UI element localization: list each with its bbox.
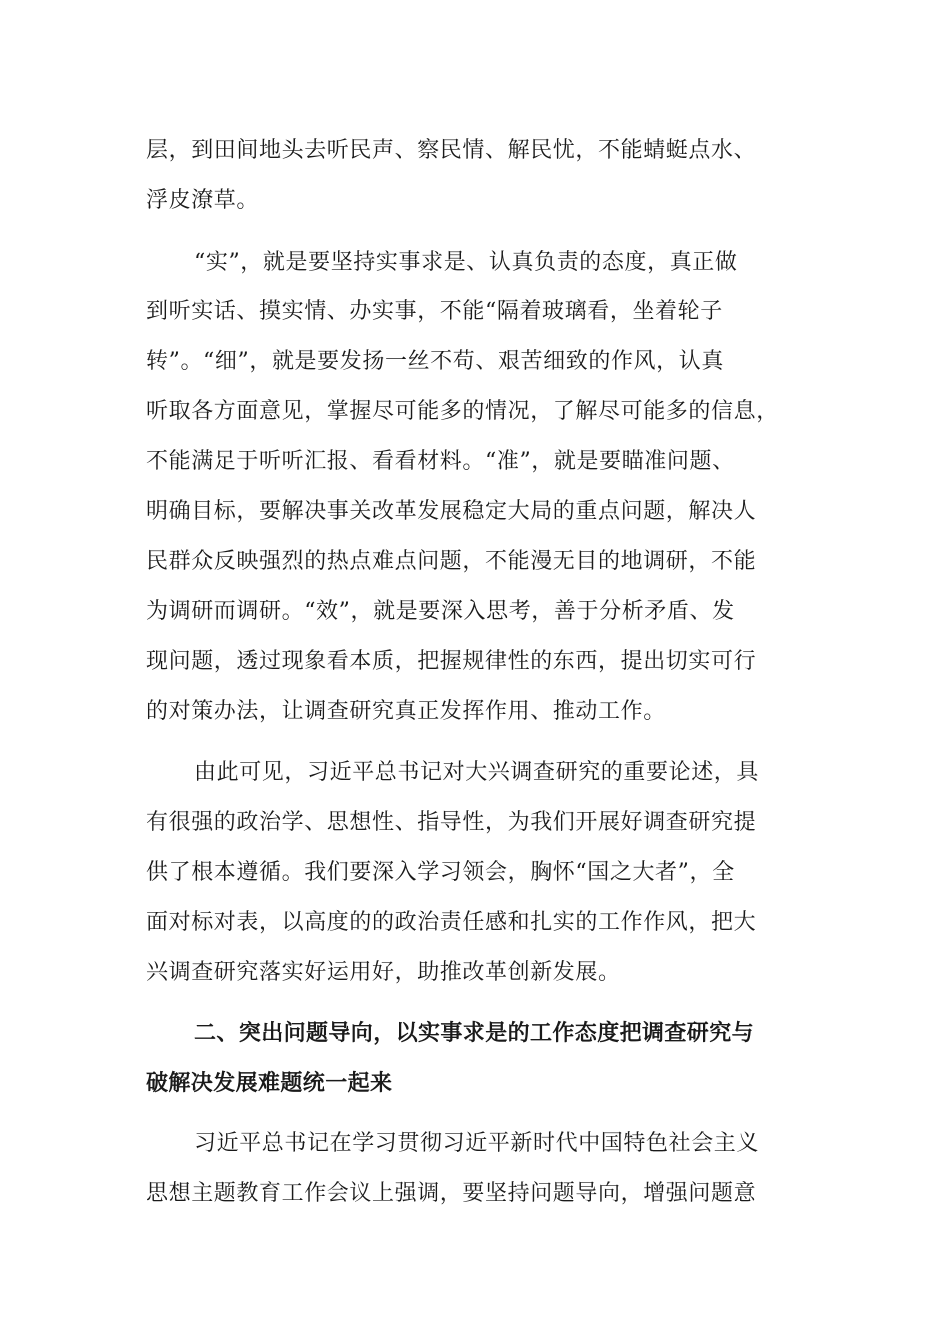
paragraph-line: 兴调查研究落实好运用好，助推改革创新发展。	[146, 960, 621, 985]
paragraph-line: 到听实话、摸实情、办实事，不能“隔着玻璃看，坐着轮子	[146, 299, 723, 324]
paragraph-line: 面对标对表，以高度的的政治责任感和扎实的工作作风，把大	[146, 910, 757, 935]
paragraph-line: 现问题，透过现象看本质，把握规律性的东西，提出切实可行	[146, 649, 757, 674]
paragraph-line: 民群众反映强烈的热点难点问题，不能漫无目的地调研，不能	[146, 549, 757, 574]
paragraph-line: 习近平总书记在学习贯彻习近平新时代中国特色社会主义	[194, 1131, 760, 1156]
section-heading: 二、突出问题导向，以实事求是的工作态度把调查研究与	[194, 1021, 755, 1046]
paragraph-line: 供了根本遵循。我们要深入学习领会，胸怀“国之大者”，全	[146, 860, 735, 885]
paragraph-line: 有很强的政治学、思想性、指导性，为我们开展好调查研究提	[146, 810, 757, 835]
paragraph-line: 浮皮潦草。	[146, 188, 260, 213]
paragraph-line: 不能满足于听听汇报、看看材料。“准”，就是要瞄准问题、	[146, 449, 735, 474]
paragraph-line: 由此可见，习近平总书记对大兴调查研究的重要论述，具	[194, 760, 760, 785]
paragraph-line: 层，到田间地头去听民声、察民情、解民忧，不能蜻蜓点水、	[146, 138, 757, 163]
section-heading: 破解决发展难题统一起来	[146, 1071, 393, 1096]
paragraph-line: 听取各方面意见，掌握尽可能多的情况，了解尽可能多的信息，	[146, 399, 779, 424]
paragraph-line: 为调研而调研。“效”，就是要深入思考，善于分析矛盾、发	[146, 599, 735, 624]
paragraph-line: “实”，就是要坚持实事求是、认真负责的态度，真正做	[194, 250, 738, 275]
paragraph-line: 的对策办法，让调查研究真正发挥作用、推动工作。	[146, 699, 666, 724]
paragraph-line: 思想主题教育工作会议上强调，要坚持问题导向，增强问题意	[146, 1181, 757, 1206]
paragraph-line: 转”。“细”，就是要发扬一丝不苟、艰苦细致的作风，认真	[146, 349, 724, 374]
paragraph-line: 明确目标，要解决事关改革发展稳定大局的重点问题，解决人	[146, 499, 757, 524]
